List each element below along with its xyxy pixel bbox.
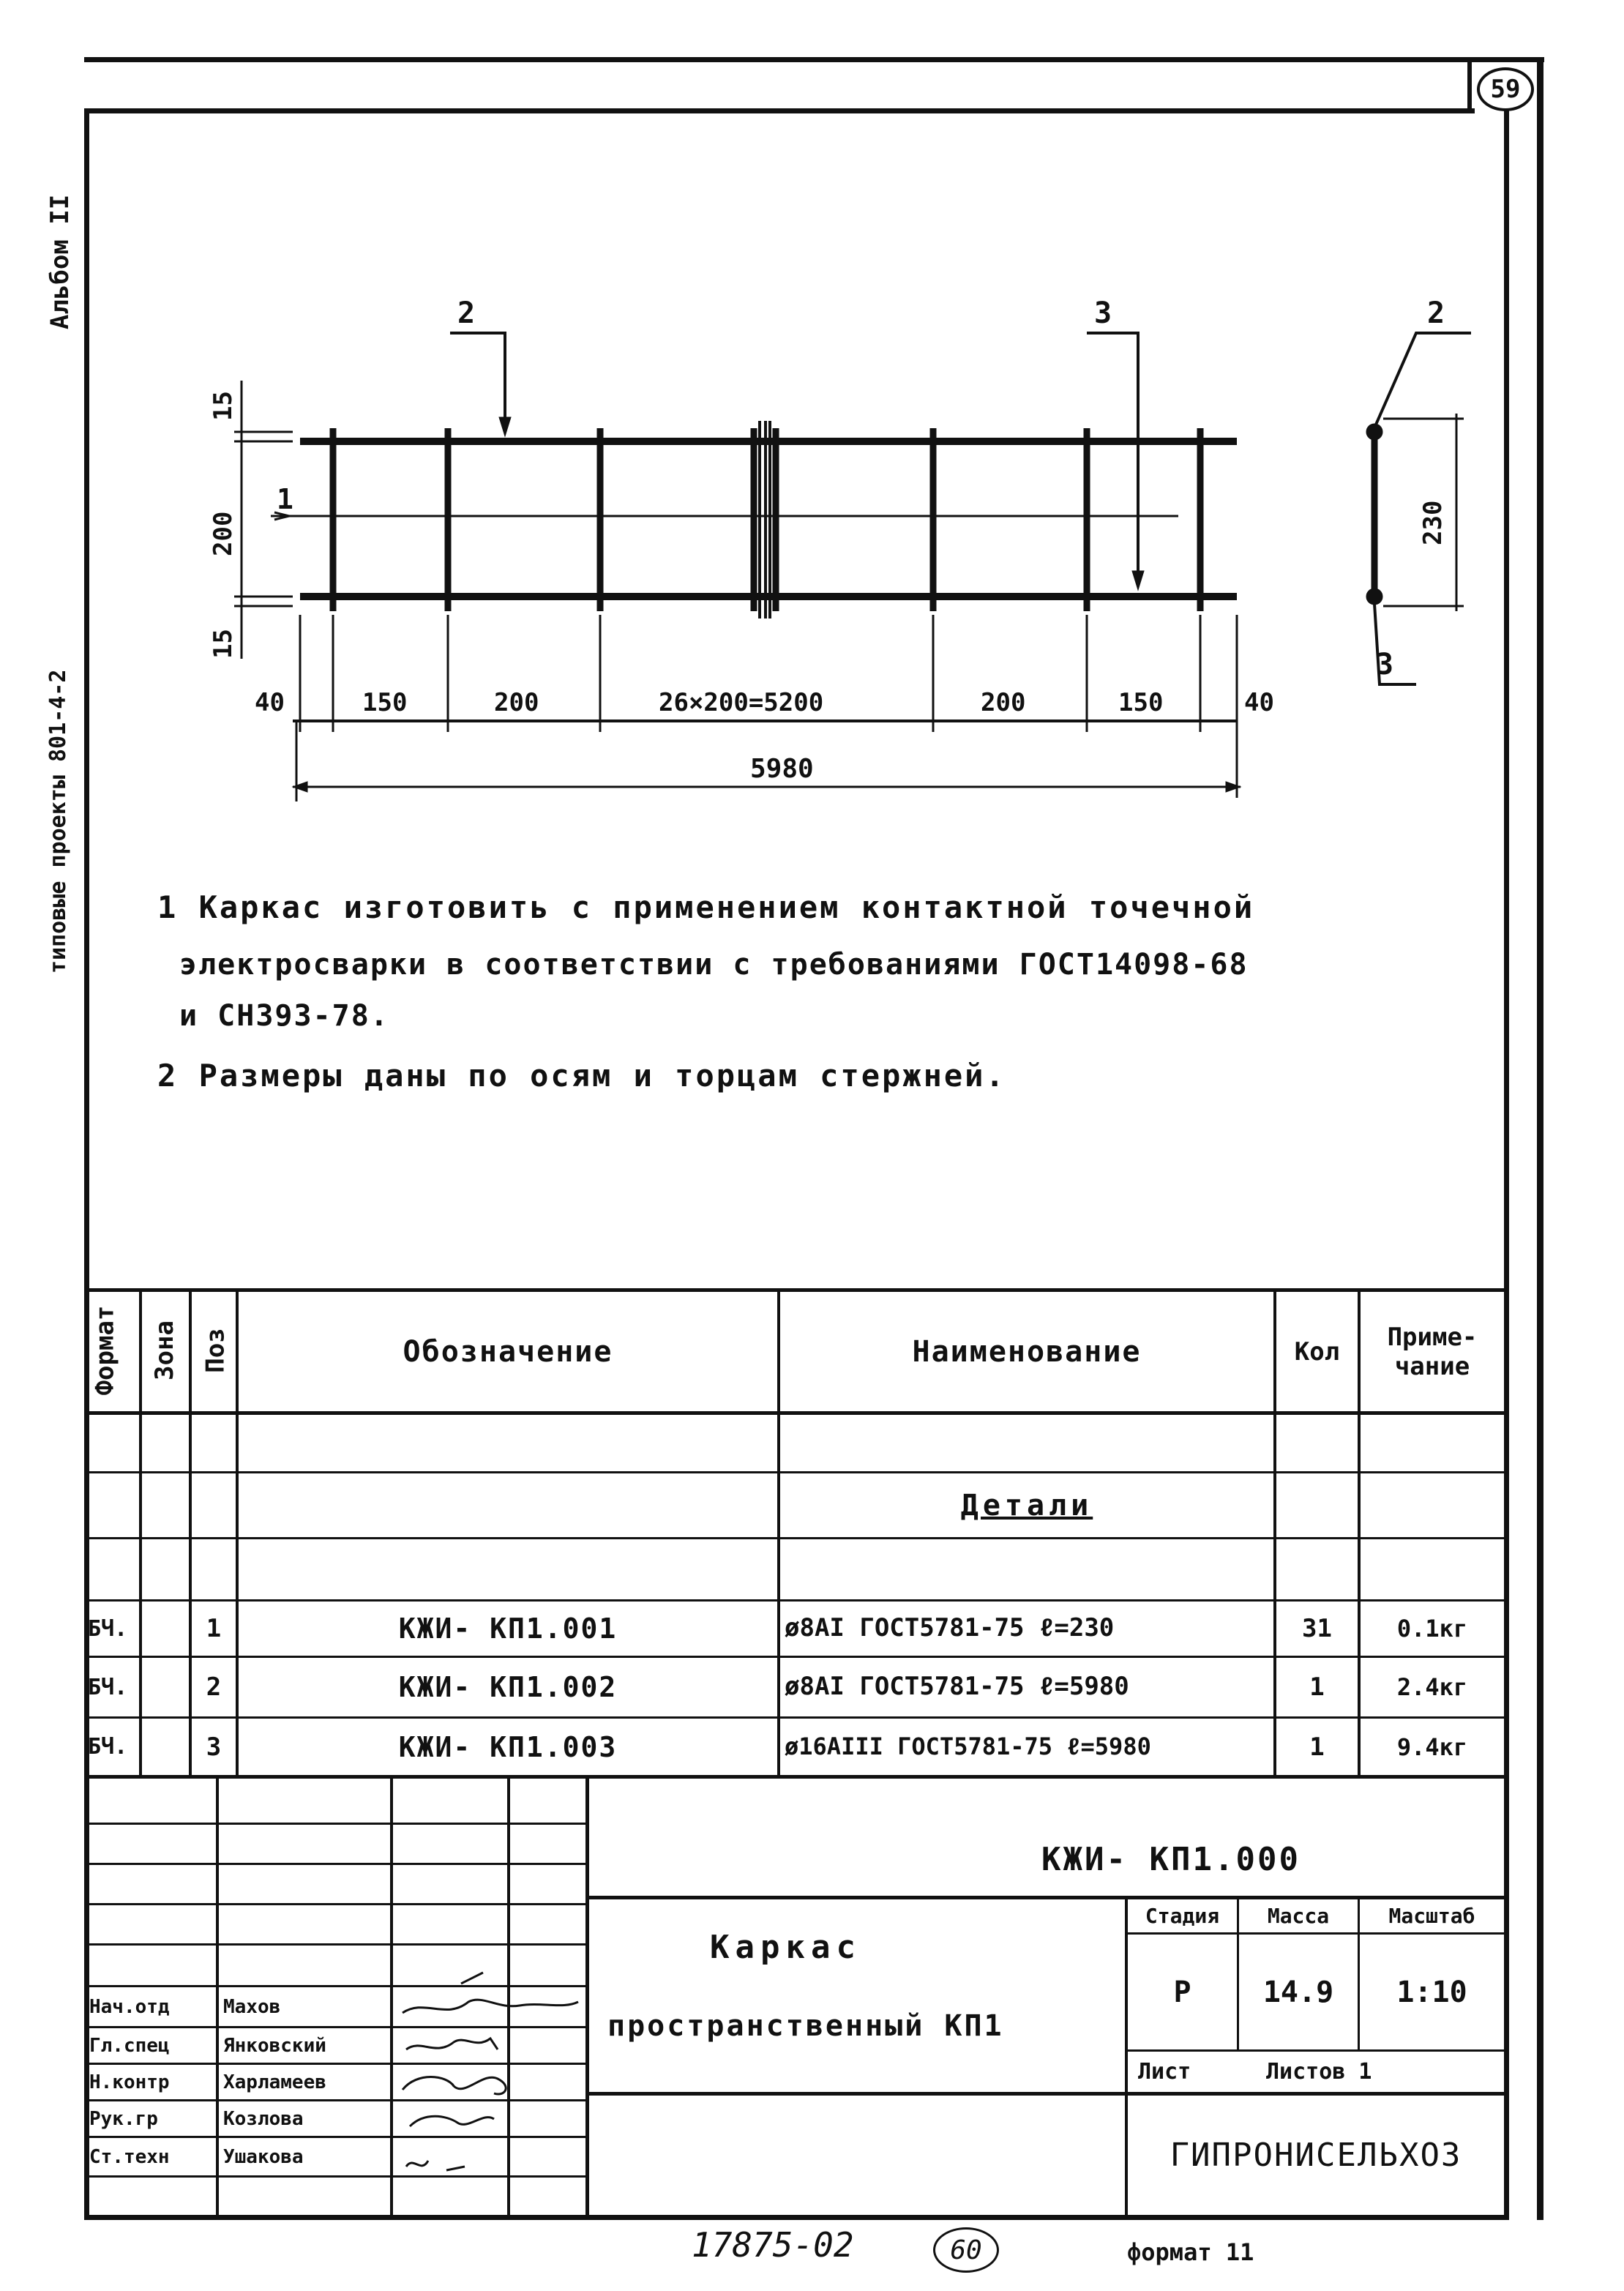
format-label: формат 11 bbox=[1127, 2238, 1254, 2266]
dim-top-offset: 15 bbox=[209, 391, 238, 421]
callout-2-section-leader bbox=[1376, 333, 1471, 425]
page-number: 60 bbox=[950, 2235, 982, 2265]
signature-name: Харламеев bbox=[223, 2071, 326, 2093]
row-designation: КЖИ- КП1.003 bbox=[398, 1730, 618, 1763]
header-name: Наименование bbox=[912, 1334, 1142, 1369]
scale-label: Масштаб bbox=[1388, 1904, 1475, 1928]
series-label: типовые проекты 801-4-2 bbox=[45, 669, 71, 973]
signature-role: Рук.гр bbox=[89, 2107, 158, 2130]
header-qty: Кол bbox=[1294, 1337, 1340, 1367]
dim-200-left: 200 bbox=[494, 688, 539, 717]
row-note: 9.4кг bbox=[1396, 1733, 1468, 1761]
header-format: Формат bbox=[90, 1305, 120, 1396]
sheet-label: Лист bbox=[1138, 2059, 1191, 2085]
header-note-line1: Приме- bbox=[1387, 1322, 1478, 1352]
row-format: БЧ. bbox=[88, 1734, 128, 1760]
dim-40-left: 40 bbox=[255, 688, 285, 717]
signature-role: Ст.техн bbox=[89, 2145, 170, 2168]
scale-value: 1:10 bbox=[1396, 1975, 1467, 2009]
row-qty: 31 bbox=[1302, 1614, 1332, 1643]
break-mark bbox=[760, 421, 770, 618]
section-title-details: Детали bbox=[960, 1488, 1093, 1522]
row-designation: КЖИ- КП1.001 bbox=[398, 1612, 618, 1645]
row-name: ø16АIII ГОСТ5781-75 ℓ=5980 bbox=[785, 1732, 1151, 1760]
dim-middle: 26×200=5200 bbox=[659, 688, 824, 717]
header-note-line2: чание bbox=[1394, 1351, 1470, 1381]
note-line-4: 2 Размеры даны по осям и торцам стержней. bbox=[157, 1058, 1006, 1094]
title-line-2: пространственный КП1 bbox=[607, 2009, 1004, 2043]
mass-label: Масса bbox=[1267, 1904, 1330, 1928]
row-pos: 2 bbox=[206, 1673, 222, 1702]
row-qty: 1 bbox=[1309, 1673, 1325, 1702]
row-pos: 3 bbox=[206, 1732, 222, 1762]
dim-total: 5980 bbox=[750, 754, 814, 784]
inventory-number: 17875-02 bbox=[692, 2225, 854, 2265]
callout-2-leader bbox=[450, 333, 505, 432]
note-line-3: и СН393-78. bbox=[179, 999, 389, 1033]
signature-role: Н.контр bbox=[89, 2071, 170, 2093]
dim-40-right: 40 bbox=[1244, 688, 1274, 717]
mass-value: 14.9 bbox=[1262, 1975, 1334, 2009]
signature-name: Янковский bbox=[223, 2034, 326, 2057]
row-note: 2.4кг bbox=[1396, 1673, 1468, 1701]
dim-150-right: 150 bbox=[1118, 688, 1164, 717]
row-note: 0.1кг bbox=[1396, 1615, 1468, 1642]
signature-name: Ушакова bbox=[223, 2145, 304, 2168]
dim-bottom-offset: 15 bbox=[209, 629, 238, 659]
row-pos: 1 bbox=[206, 1614, 222, 1643]
callout-3-leader bbox=[1087, 333, 1138, 586]
callout-1-label: 1 bbox=[277, 483, 293, 515]
callout-2-label: 2 bbox=[457, 296, 476, 330]
note-line-2: электросварки в соответствии с требованиями ГОСТ14098-68 bbox=[179, 948, 1249, 982]
row-name: ø8АI ГОСТ5781-75 ℓ=5980 bbox=[785, 1672, 1129, 1701]
dim-section-height: 230 bbox=[1418, 500, 1448, 545]
organization-name: ГИПРОНИСЕЛЬХОЗ bbox=[1170, 2137, 1462, 2174]
album-label: Альбом II bbox=[45, 194, 75, 329]
cage-drawing bbox=[0, 0, 1624, 878]
signature-scribbles bbox=[395, 1969, 585, 2218]
row-format: БЧ. bbox=[88, 1615, 128, 1642]
sheets-label: Листов 1 bbox=[1266, 2059, 1372, 2085]
stage-label: Стадия bbox=[1145, 1904, 1220, 1928]
signature-name: Козлова bbox=[223, 2107, 304, 2130]
note-line-1: 1 Каркас изготовить с применением контактной точечной bbox=[157, 889, 1255, 925]
row-designation: КЖИ- КП1.002 bbox=[398, 1671, 618, 1703]
header-zone: Зона bbox=[149, 1320, 179, 1380]
signature-role: Гл.спец bbox=[89, 2034, 170, 2057]
callout-2-section-label: 2 bbox=[1427, 296, 1445, 330]
row-format: БЧ. bbox=[88, 1674, 128, 1700]
signature-role: Нач.отд bbox=[89, 1995, 170, 2018]
page-number-circled bbox=[933, 2227, 999, 2273]
stage-value: Р bbox=[1173, 1975, 1191, 2009]
row-qty: 1 bbox=[1309, 1732, 1325, 1762]
header-pos: Поз bbox=[201, 1328, 231, 1373]
drawing-code: КЖИ- КП1.000 bbox=[1041, 1840, 1301, 1878]
dim-150-left: 150 bbox=[362, 688, 408, 717]
dim-200-right: 200 bbox=[981, 688, 1026, 717]
signature-name: Махов bbox=[223, 1995, 281, 2018]
callout-3-section-label: 3 bbox=[1376, 648, 1394, 681]
callout-3-label: 3 bbox=[1094, 296, 1112, 330]
dim-height: 200 bbox=[209, 511, 238, 556]
sheet-number: 59 bbox=[1490, 75, 1521, 104]
header-designation: Обозначение bbox=[403, 1334, 613, 1369]
title-line-1: Каркас bbox=[710, 1929, 861, 1966]
row-name: ø8АI ГОСТ5781-75 ℓ=230 bbox=[785, 1613, 1115, 1642]
